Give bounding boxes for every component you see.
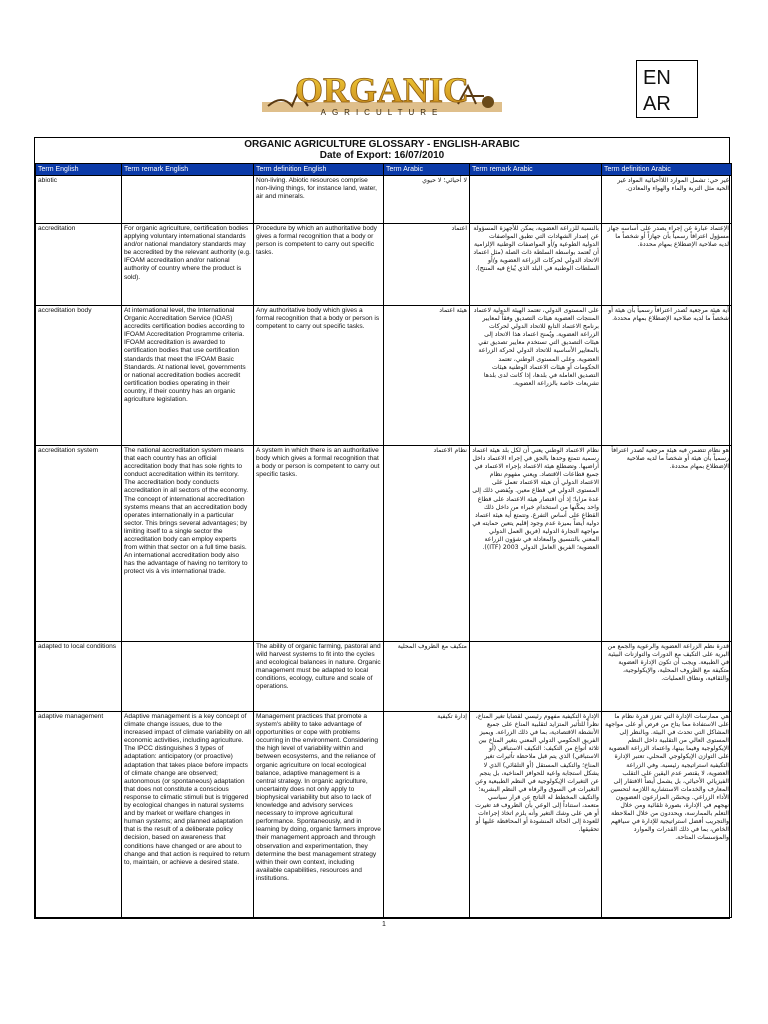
remark-english bbox=[122, 642, 254, 712]
remark-arabic: بالنسبة للزراعة العضوية، يمكن للأجهزة المسؤولة عن إصدار الشهادات التي تطبق المواصفات الدولية الطوعية و/أو المواصفات الوطنية الإلزامية أن تُعتمد بواسطة السلطة ذات الصلة (مثل اعتماد الاتحاد الدولي لحركات الزراعة العضوية و/أو السلطات الوطنية في البلد الذي يُباع فيه المنتج). bbox=[470, 224, 602, 306]
definition-arabic: هو نظام تتضمن فيه هيئة مرجعية تُصدر اعترافاً رسمياً بأن هيئة أو شخصاً ما لديه صلاحية الإضطلاع بمهام محددة. bbox=[602, 446, 732, 642]
definition-english: Non-living. Abiotic resources comprise non-living things, for instance land, water, air and minerals. bbox=[254, 176, 384, 224]
definition-english: Management practices that promote a system's ability to take advantage of opportunities or cope with problems occurring in the environment. Considering the high level of variability within and between ecosystems, and the reliance of organic agriculture on local ecological balance, adaptive management is a central strategy. In organic agriculture, uncertainty does not only apply to biophysical variability but also to lack of knowledge and advisory services necessary to improve agricultural performance. Spontaneously, and in learning by doing, organic farmers improve their management approach and through observation and experimentation, they determine the best management strategy within their own context, including available capabilities, resources and institutions. bbox=[254, 712, 384, 918]
term-arabic: متكيف مع الظروف المحلية bbox=[384, 642, 470, 712]
remark-arabic: الإدارة التكيفية مفهوم رئيسي لقضايا تغير المناخ، نظراً للتأثير المتزايد لتقلبية المناخ على جميع الأنشطة الاقتصادية، بما في ذلك الزراعة. ويميز الفريق الحكومي الدولي المعني بتغير المناخ بين ثلاثة أنواع من التكيف: التكيف الاستباقي (أو الاستباقي) الذي يتم قبل ملاحظة تأثيرات تغير المناخ؛ والتكيف المستقل (أو التلقائي) الذي لا يشكل استجابة واعية للحوافز المناخية، بل ينجم عن التغيرات الإيكولوجية في النظم الطبيعية وعن التغيرات في السوق والرفاه في النظم البشرية؛ والتكيف المخطط له الناتج عن قرار سياسي متعمد، استناداً إلى الوعي بأن الظروف قد تغيرت أو هي على وشك التغير وأنه يلزم اتخاذ إجراءات للعودة إلى الحالة المنشودة أو المحافظة عليها أو تحقيقها. bbox=[470, 712, 602, 918]
remark-arabic: نظام الاعتماد الوطني يعني أن لكل بلد هيئة اعتماد رسمية تتمتع وحدها بالحق في إجراء الاعتماد داخل أراضيها. وتضطلع هيئة الاعتماد بإجراء الاعتماد في جميع قطاعات الاقتصاد. ويعني مفهوم نظام الاعتماد الدولي أن هيئة الاعتماد تعمل على المستوى الدولي في قطاع معين. ويُفضي ذلك إلى عدة مزايا؛ إذ أن اقتصار هيئة الاعتماد على قطاع واحد يمكّنها من استخدام خبراء من داخل ذلك القطاع على أساس التفرغ. وتتمتع أية هيئة اعتماد دولية أيضاً بميزة عدم وجود إقليم يتعين حمايته في مواجهة التجارة الدولية (فريق العمل الدولي المعني بالتنسيق والمعادلة في شؤون الزراعة العضوية؛ الفريق العامل الدولي 2003 (ITF)). bbox=[470, 446, 602, 642]
header-term-arabic: Term Arabic bbox=[384, 164, 470, 176]
table-row bbox=[36, 176, 732, 224]
glossary-table bbox=[35, 163, 732, 918]
term-english: accreditation system bbox=[36, 446, 122, 642]
definition-english: A system in which there is an authoritative body which gives a formal recognition that a body or person is competent to carry out specific tasks. bbox=[254, 446, 384, 642]
header-row bbox=[36, 164, 732, 176]
remark-english: The national accreditation system means that each country has an official accreditation body that has sole rights to conduct accreditation within its territory. The accreditation body conducts accreditation in all sectors of the economy. The concept of international accreditation systems means that an accreditation body operates internationally in a particular sector. This brings several advantages; by limiting itself to a single sector the accreditation body can employ experts from within that sector on a full time basis. An international accreditation body also has the advantage of having no territory to protect vis à vis international trade. bbox=[122, 446, 254, 642]
term-arabic: نظام الاعتماد bbox=[384, 446, 470, 642]
remark-english: Adaptive management is a key concept of climate change issues, due to the increased impact of climate variability on all economic activities, including agriculture. The IPCC distinguishes 3 types of adaptation: anticipatory (or proactive) adaptation that takes place before impacts of climate change are observed; autonomous (or spontaneous) adaptation that does not constitute a conscious response to climatic stimuli but is triggered by ecological changes in natural systems and by market or welfare changes in human systems; and planned adaptation that is the result of a deliberate policy decision, based on awareness that conditions have changed or are about to change and that action is required to return to, maintain, or achieve a desired state. bbox=[122, 712, 254, 918]
term-arabic: إدارة تكيفية bbox=[384, 712, 470, 918]
table-row bbox=[36, 446, 732, 642]
export-date: Date of Export: 16/07/2010 bbox=[319, 150, 445, 161]
table-row bbox=[36, 306, 732, 446]
lang-en: EN bbox=[643, 67, 671, 89]
term-english: adaptive management bbox=[36, 712, 122, 918]
table-row bbox=[36, 224, 732, 306]
page-number: 1 bbox=[382, 921, 386, 928]
term-arabic: لا أحيائي؛ لا حيوي bbox=[384, 176, 470, 224]
glossary-sheet bbox=[34, 137, 730, 919]
definition-arabic: غير حي: تشمل الموارد اللاأحيائية المواد غير الحية مثل التربة والماء والهواء والمعادن. bbox=[602, 176, 732, 224]
remark-arabic bbox=[470, 176, 602, 224]
definition-arabic: أية هيئة مرجعية تُصدر اعترافاً رسمياً بأن هيئة أو شخصاً ما لديه صلاحية الإضطلاع بمهام محددة. bbox=[602, 306, 732, 446]
header-remark-arabic: Term remark Arabic bbox=[470, 164, 602, 176]
definition-arabic: الإعتماد عبارة عن إجراء يصدر على أساسه جهاز مسؤول اعترافاً رسمياً بأن جهازاً أو شخصاً ما لديه صلاحية الإضطلاع بمهام محددة. bbox=[602, 224, 732, 306]
header-remark-english: Term remark English bbox=[122, 164, 254, 176]
remark-english bbox=[122, 176, 254, 224]
term-english: accreditation bbox=[36, 224, 122, 306]
definition-english: The ability of organic farming, pastoral and wild harvest systems to fit into the cycles and ecological balances in nature. Organic management must be adapted to local conditions, ecology, culture and scale of operations. bbox=[254, 642, 384, 712]
term-english: adapted to local conditions bbox=[36, 642, 122, 712]
table-row bbox=[36, 712, 732, 918]
definition-arabic: هي ممارسات الإدارة التي تعزز قدرة نظام ما على الاستفادة مما يتاح من فرص أو على مواجهة المشاكل التي تحدث في البيئة. وبالنظر إلى المستوى العالي من التقلبية داخل النظم الإيكولوجية وفيما بينها، واعتماد الزراعة العضوية على التوازن الإيكولوجي المحلي، تعتبر الإدارة التكيفية استراتيجية رئيسية. وفي الزراعة العضوية، لا يقتصر عدم اليقين على التقلب الفيزيائي الأحيائي، بل يشمل أيضاً الافتقار إلى المعارف والخدمات الاستشارية اللازمة لتحسين الأداء الزراعي. ويحسّن المزارعون العضويون نهجهم في الإدارة، بصورة تلقائية ومن خلال التعلم بالممارسة، ويحددون من خلال الملاحظة والتجريب أفضل استراتيجية للإدارة في سياقهم الخاص، بما في ذلك القدرات والموارد والمؤسسات المتاحة. bbox=[602, 712, 732, 918]
remark-english: For organic agriculture, certification bodies applying voluntary international standards and/or national mandatory standards may be accredited by the relevant authority (e.g. IFOAM accreditation and/or national authority of country where the product is sold). bbox=[122, 224, 254, 306]
glossary-title: ORGANIC AGRICULTURE GLOSSARY - ENGLISH-ARABIC bbox=[244, 139, 520, 150]
remark-english: At international level, the International Organic Accreditation Service (IOAS) accredits certification bodies according to IFOAM Accreditation Programme criteria. IFOAM accreditation is awarded to certification bodies that use certification standards that meet the IFOAM Basic Standards. At national level, governments or national accreditation bodies accredit certification bodies operating in their country, if their country has an organic agriculture legislation. bbox=[122, 306, 254, 446]
term-english: abiotic bbox=[36, 176, 122, 224]
language-indicator bbox=[636, 60, 698, 118]
remark-arabic: على المستوى الدولي، تعتمد الهيئة الدولية لاعتماد المنتجات العضوية هيئات التصديق وفقاً لمعايير برنامج الاعتماد التابع للاتحاد الدولي لحركات الزراعة العضوية. ويُمنح اعتماد هذا الاتحاد إلى هيئات التصديق التي تستخدم معايير تصديق تفي بالمعايير الأساسية للاتحاد الدولي لحركة الزراعة العضوية. وعلى المستوى الوطني، تعتمد الحكومات أو هيئات الاعتماد الوطنية هيئات التصديق العاملة في بلدها، إذا كانت لدى بلدها تشريعات خاصة بالزراعة العضوية. bbox=[470, 306, 602, 446]
header-term-english: Term English bbox=[36, 164, 122, 176]
remark-arabic bbox=[470, 642, 602, 712]
term-arabic: اعتماد bbox=[384, 224, 470, 306]
lang-ar: AR bbox=[643, 93, 671, 115]
header-definition-english: Term definition English bbox=[254, 164, 384, 176]
logo-word: ORGANIC bbox=[294, 72, 470, 110]
table-row bbox=[36, 642, 732, 712]
definition-english: Procedure by which an authoritative body gives a formal recognition that a body or person is competent to carry out specific tasks. bbox=[254, 224, 384, 306]
logo-subword: AGRICULTURE bbox=[320, 108, 444, 117]
definition-arabic: قدرة نظم الزراعة العضوية والرعوية والجمع من البرية على التكيف مع الدورات والتوازنات البيئية في الطبيعة. ويجب أن تكون الإدارة العضوية متكيفة مع الظروف المحلية، والإيكولوجية، والثقافية، ونطاق العمليات. bbox=[602, 642, 732, 712]
definition-english: Any authoritative body which gives a formal recognition that a body or person is competent to carry out specific tasks. bbox=[254, 306, 384, 446]
term-english: accreditation body bbox=[36, 306, 122, 446]
term-arabic: هيئة اعتماد bbox=[384, 306, 470, 446]
organic-agriculture-logo bbox=[262, 72, 502, 118]
header-definition-arabic: Term definition Arabic bbox=[602, 164, 732, 176]
